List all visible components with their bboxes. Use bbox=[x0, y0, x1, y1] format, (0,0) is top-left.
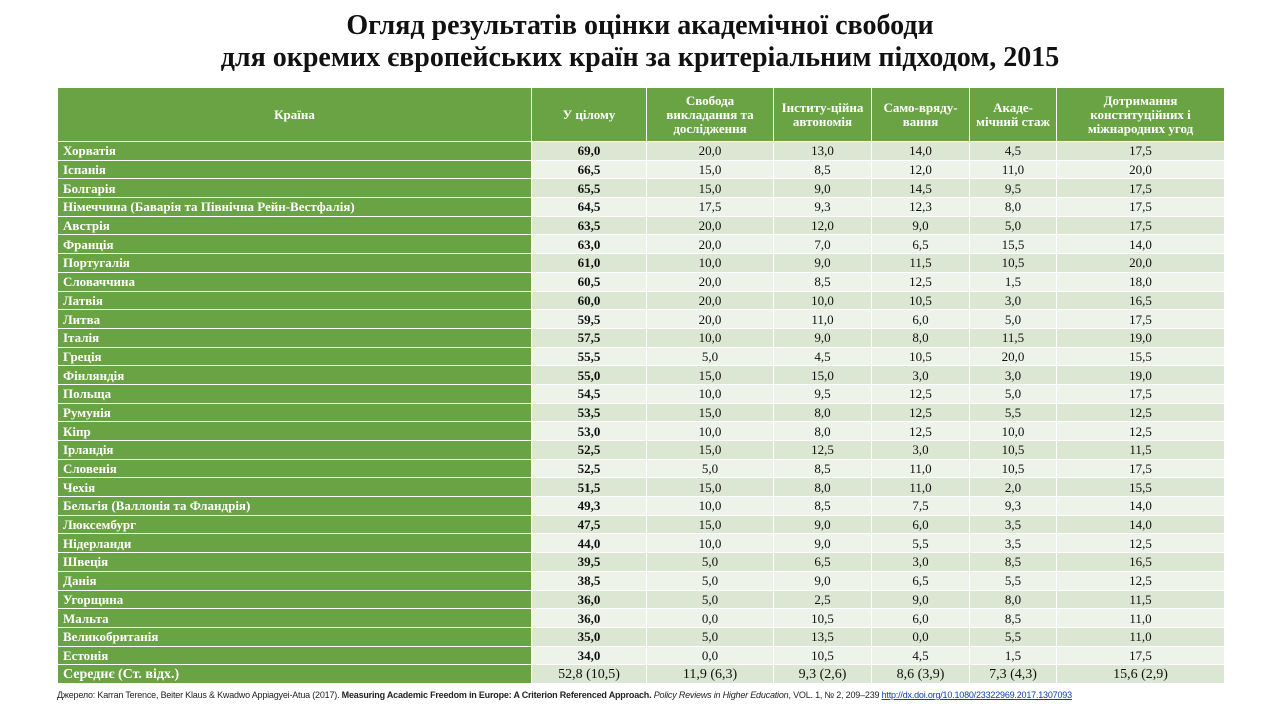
cell-compliance: 19,0 bbox=[1057, 328, 1225, 347]
cell-selfgov: 14,0 bbox=[872, 142, 970, 161]
source-details: , VOL. 1, № 2, 209–239 bbox=[788, 690, 882, 700]
cell-autonomy: 8,0 bbox=[774, 403, 872, 422]
cell-selfgov: 0,0 bbox=[872, 627, 970, 646]
cell-tenure: 11,5 bbox=[970, 328, 1057, 347]
table-row bbox=[58, 609, 1225, 628]
cell-compliance: 17,5 bbox=[1057, 198, 1225, 217]
table-row bbox=[58, 422, 1225, 441]
cell-tenure: 1,5 bbox=[970, 646, 1057, 665]
cell-country: Швеція bbox=[58, 553, 532, 572]
cell-autonomy: 10,5 bbox=[774, 609, 872, 628]
cell-country: Хорватія bbox=[58, 142, 532, 161]
cell-freedom: 0,0 bbox=[647, 646, 774, 665]
cell-autonomy: 8,0 bbox=[774, 478, 872, 497]
cell-overall: 63,5 bbox=[532, 216, 647, 235]
cell-overall: 59,5 bbox=[532, 310, 647, 329]
table-row bbox=[58, 627, 1225, 646]
table-row bbox=[58, 366, 1225, 385]
cell-overall: 64,5 bbox=[532, 198, 647, 217]
cell-selfgov: 10,5 bbox=[872, 291, 970, 310]
table-row bbox=[58, 142, 1225, 161]
cell-compliance: 11,5 bbox=[1057, 590, 1225, 609]
header-autonomy: Інститу-ційна автономія bbox=[774, 88, 872, 142]
cell-selfgov: 6,5 bbox=[872, 235, 970, 254]
cell-freedom: 15,0 bbox=[647, 403, 774, 422]
cell-autonomy: 11,0 bbox=[774, 310, 872, 329]
cell-freedom: 20,0 bbox=[647, 272, 774, 291]
cell-tenure: 9,5 bbox=[970, 179, 1057, 198]
cell-freedom: 10,0 bbox=[647, 497, 774, 516]
table-row bbox=[58, 310, 1225, 329]
cell-overall: 65,5 bbox=[532, 179, 647, 198]
cell-tenure: 4,5 bbox=[970, 142, 1057, 161]
results-table-container bbox=[57, 87, 1224, 684]
cell-overall: 63,0 bbox=[532, 235, 647, 254]
cell-autonomy: 8,5 bbox=[774, 160, 872, 179]
table-row bbox=[58, 497, 1225, 516]
cell-compliance: 17,5 bbox=[1057, 646, 1225, 665]
cell-overall: 44,0 bbox=[532, 534, 647, 553]
source-prefix: Джерело: Karran Terence, Beiter Klaus & Kwadwo Appiagyei-Atua (2017). bbox=[57, 690, 342, 700]
cell-freedom: 15,0 bbox=[647, 160, 774, 179]
cell-country: Болгарія bbox=[58, 179, 532, 198]
cell-compliance: 17,5 bbox=[1057, 216, 1225, 235]
cell-overall: 53,0 bbox=[532, 422, 647, 441]
header-tenure: Акаде-мічний стаж bbox=[970, 88, 1057, 142]
cell-compliance: 11,0 bbox=[1057, 627, 1225, 646]
cell-country: Литва bbox=[58, 310, 532, 329]
cell-overall: 55,0 bbox=[532, 366, 647, 385]
cell-autonomy: 12,0 bbox=[774, 216, 872, 235]
cell-freedom: 20,0 bbox=[647, 291, 774, 310]
cell-selfgov: 12,0 bbox=[872, 160, 970, 179]
cell-selfgov: 5,5 bbox=[872, 534, 970, 553]
cell-compliance: 16,5 bbox=[1057, 553, 1225, 572]
cell-selfgov: 12,5 bbox=[872, 403, 970, 422]
cell-selfgov: 8,0 bbox=[872, 328, 970, 347]
table-row bbox=[58, 646, 1225, 665]
cell-country: Кіпр bbox=[58, 422, 532, 441]
avg-cell-overall: 52,8 (10,5) bbox=[532, 665, 647, 684]
header-country: Країна bbox=[58, 88, 532, 142]
cell-selfgov: 3,0 bbox=[872, 366, 970, 385]
table-row bbox=[58, 347, 1225, 366]
cell-overall: 38,5 bbox=[532, 571, 647, 590]
cell-tenure: 5,0 bbox=[970, 216, 1057, 235]
cell-country: Польща bbox=[58, 384, 532, 403]
header-freedom: Свобода викладання та дослідження bbox=[647, 88, 774, 142]
cell-compliance: 11,0 bbox=[1057, 609, 1225, 628]
cell-freedom: 5,0 bbox=[647, 571, 774, 590]
cell-country: Угорщина bbox=[58, 590, 532, 609]
cell-tenure: 2,0 bbox=[970, 478, 1057, 497]
cell-freedom: 20,0 bbox=[647, 235, 774, 254]
table-row bbox=[58, 590, 1225, 609]
table-row bbox=[58, 441, 1225, 460]
cell-selfgov: 10,5 bbox=[872, 347, 970, 366]
table-row bbox=[58, 384, 1225, 403]
title-line-2: для окремих європейських країн за критеріальним підходом, 2015 bbox=[220, 42, 1060, 73]
cell-overall: 60,0 bbox=[532, 291, 647, 310]
cell-compliance: 17,5 bbox=[1057, 459, 1225, 478]
cell-tenure: 5,5 bbox=[970, 627, 1057, 646]
cell-overall: 69,0 bbox=[532, 142, 647, 161]
cell-tenure: 10,5 bbox=[970, 254, 1057, 273]
cell-selfgov: 6,0 bbox=[872, 609, 970, 628]
cell-tenure: 3,5 bbox=[970, 534, 1057, 553]
cell-country: Чехія bbox=[58, 478, 532, 497]
header-row bbox=[58, 88, 1225, 142]
cell-autonomy: 9,0 bbox=[774, 571, 872, 590]
cell-freedom: 5,0 bbox=[647, 347, 774, 366]
cell-autonomy: 6,5 bbox=[774, 553, 872, 572]
cell-autonomy: 12,5 bbox=[774, 441, 872, 460]
cell-autonomy: 13,5 bbox=[774, 627, 872, 646]
cell-country: Ірландія bbox=[58, 441, 532, 460]
cell-freedom: 5,0 bbox=[647, 553, 774, 572]
cell-overall: 55,5 bbox=[532, 347, 647, 366]
table-row bbox=[58, 571, 1225, 590]
table-row bbox=[58, 198, 1225, 217]
cell-country: Франція bbox=[58, 235, 532, 254]
avg-cell-freedom: 11,9 (6,3) bbox=[647, 665, 774, 684]
table-body bbox=[58, 142, 1225, 684]
cell-freedom: 20,0 bbox=[647, 310, 774, 329]
cell-country: Італія bbox=[58, 328, 532, 347]
cell-compliance: 17,5 bbox=[1057, 142, 1225, 161]
cell-freedom: 15,0 bbox=[647, 441, 774, 460]
cell-country: Мальта bbox=[58, 609, 532, 628]
cell-overall: 61,0 bbox=[532, 254, 647, 273]
cell-tenure: 5,5 bbox=[970, 571, 1057, 590]
cell-compliance: 15,5 bbox=[1057, 478, 1225, 497]
cell-compliance: 17,5 bbox=[1057, 179, 1225, 198]
cell-compliance: 17,5 bbox=[1057, 384, 1225, 403]
cell-compliance: 14,0 bbox=[1057, 497, 1225, 516]
cell-overall: 34,0 bbox=[532, 646, 647, 665]
page-title bbox=[0, 10, 1280, 74]
cell-selfgov: 12,5 bbox=[872, 422, 970, 441]
table-row bbox=[58, 459, 1225, 478]
cell-country: Фінляндія bbox=[58, 366, 532, 385]
cell-freedom: 5,0 bbox=[647, 590, 774, 609]
cell-compliance: 12,5 bbox=[1057, 422, 1225, 441]
cell-autonomy: 4,5 bbox=[774, 347, 872, 366]
cell-country: Румунія bbox=[58, 403, 532, 422]
table-row bbox=[58, 254, 1225, 273]
cell-compliance: 12,5 bbox=[1057, 534, 1225, 553]
table-row bbox=[58, 515, 1225, 534]
cell-overall: 57,5 bbox=[532, 328, 647, 347]
cell-compliance: 12,5 bbox=[1057, 571, 1225, 590]
cell-selfgov: 9,0 bbox=[872, 590, 970, 609]
cell-compliance: 18,0 bbox=[1057, 272, 1225, 291]
table-row bbox=[58, 272, 1225, 291]
cell-autonomy: 8,0 bbox=[774, 422, 872, 441]
cell-overall: 36,0 bbox=[532, 590, 647, 609]
cell-freedom: 10,0 bbox=[647, 422, 774, 441]
cell-freedom: 15,0 bbox=[647, 366, 774, 385]
cell-autonomy: 9,5 bbox=[774, 384, 872, 403]
table-row bbox=[58, 179, 1225, 198]
cell-compliance: 15,5 bbox=[1057, 347, 1225, 366]
cell-overall: 66,5 bbox=[532, 160, 647, 179]
cell-country: Словаччина bbox=[58, 272, 532, 291]
source-journal: Policy Reviews in Higher Education bbox=[651, 690, 789, 700]
table-row bbox=[58, 291, 1225, 310]
source-link[interactable]: http://dx.doi.org/10.1080/23322969.2017.1307093 bbox=[881, 690, 1072, 700]
cell-tenure: 3,0 bbox=[970, 291, 1057, 310]
table-row bbox=[58, 160, 1225, 179]
cell-country: Бельгія (Валлонія та Фландрія) bbox=[58, 497, 532, 516]
cell-compliance: 17,5 bbox=[1057, 310, 1225, 329]
cell-compliance: 20,0 bbox=[1057, 160, 1225, 179]
cell-autonomy: 9,0 bbox=[774, 179, 872, 198]
cell-selfgov: 12,5 bbox=[872, 272, 970, 291]
cell-country: Німеччина (Баварія та Північна Рейн-Вестфалія) bbox=[58, 198, 532, 217]
header-overall: У цілому bbox=[532, 88, 647, 142]
cell-selfgov: 6,0 bbox=[872, 515, 970, 534]
cell-autonomy: 9,3 bbox=[774, 198, 872, 217]
cell-country: Люксембург bbox=[58, 515, 532, 534]
cell-tenure: 1,5 bbox=[970, 272, 1057, 291]
cell-selfgov: 12,5 bbox=[872, 384, 970, 403]
cell-autonomy: 9,0 bbox=[774, 515, 872, 534]
cell-country: Данія bbox=[58, 571, 532, 590]
cell-tenure: 8,5 bbox=[970, 553, 1057, 572]
cell-freedom: 5,0 bbox=[647, 459, 774, 478]
cell-compliance: 11,5 bbox=[1057, 441, 1225, 460]
cell-selfgov: 14,5 bbox=[872, 179, 970, 198]
table-row bbox=[58, 403, 1225, 422]
cell-overall: 54,5 bbox=[532, 384, 647, 403]
cell-overall: 39,5 bbox=[532, 553, 647, 572]
cell-tenure: 9,3 bbox=[970, 497, 1057, 516]
cell-selfgov: 6,0 bbox=[872, 310, 970, 329]
cell-tenure: 8,5 bbox=[970, 609, 1057, 628]
cell-tenure: 10,5 bbox=[970, 459, 1057, 478]
avg-cell-selfgov: 8,6 (3,9) bbox=[872, 665, 970, 684]
cell-overall: 52,5 bbox=[532, 459, 647, 478]
cell-tenure: 5,0 bbox=[970, 310, 1057, 329]
cell-freedom: 17,5 bbox=[647, 198, 774, 217]
cell-overall: 47,5 bbox=[532, 515, 647, 534]
cell-tenure: 8,0 bbox=[970, 590, 1057, 609]
cell-autonomy: 13,0 bbox=[774, 142, 872, 161]
cell-freedom: 10,0 bbox=[647, 328, 774, 347]
cell-country: Латвія bbox=[58, 291, 532, 310]
cell-freedom: 15,0 bbox=[647, 515, 774, 534]
cell-freedom: 15,0 bbox=[647, 478, 774, 497]
table-row bbox=[58, 478, 1225, 497]
cell-selfgov: 11,0 bbox=[872, 459, 970, 478]
source-article: Measuring Academic Freedom in Europe: A Criterion Referenced Approach. bbox=[341, 690, 652, 700]
cell-overall: 49,3 bbox=[532, 497, 647, 516]
cell-tenure: 5,0 bbox=[970, 384, 1057, 403]
table-row bbox=[58, 534, 1225, 553]
cell-autonomy: 8,5 bbox=[774, 459, 872, 478]
source-note bbox=[57, 690, 1257, 700]
cell-compliance: 19,0 bbox=[1057, 366, 1225, 385]
table-row bbox=[58, 235, 1225, 254]
header-compliance: Дотримання конституційних і міжнародних угод bbox=[1057, 88, 1225, 142]
cell-overall: 36,0 bbox=[532, 609, 647, 628]
cell-freedom: 10,0 bbox=[647, 254, 774, 273]
cell-country: Нідерланди bbox=[58, 534, 532, 553]
cell-selfgov: 3,0 bbox=[872, 441, 970, 460]
cell-autonomy: 9,0 bbox=[774, 534, 872, 553]
cell-country: Великобританія bbox=[58, 627, 532, 646]
cell-tenure: 8,0 bbox=[970, 198, 1057, 217]
cell-selfgov: 9,0 bbox=[872, 216, 970, 235]
cell-tenure: 5,5 bbox=[970, 403, 1057, 422]
title-line-1: Огляд результатів оцінки академічної свободи bbox=[346, 10, 934, 41]
cell-compliance: 14,0 bbox=[1057, 515, 1225, 534]
cell-compliance: 16,5 bbox=[1057, 291, 1225, 310]
cell-country: Австрія bbox=[58, 216, 532, 235]
average-row bbox=[58, 665, 1225, 684]
cell-selfgov: 11,5 bbox=[872, 254, 970, 273]
cell-selfgov: 11,0 bbox=[872, 478, 970, 497]
cell-compliance: 14,0 bbox=[1057, 235, 1225, 254]
cell-overall: 51,5 bbox=[532, 478, 647, 497]
cell-overall: 53,5 bbox=[532, 403, 647, 422]
cell-overall: 35,0 bbox=[532, 627, 647, 646]
cell-autonomy: 9,0 bbox=[774, 328, 872, 347]
table-row bbox=[58, 216, 1225, 235]
cell-selfgov: 7,5 bbox=[872, 497, 970, 516]
table-row bbox=[58, 553, 1225, 572]
cell-autonomy: 7,0 bbox=[774, 235, 872, 254]
cell-autonomy: 8,5 bbox=[774, 497, 872, 516]
cell-compliance: 12,5 bbox=[1057, 403, 1225, 422]
cell-autonomy: 9,0 bbox=[774, 254, 872, 273]
cell-freedom: 20,0 bbox=[647, 216, 774, 235]
cell-selfgov: 12,3 bbox=[872, 198, 970, 217]
cell-freedom: 0,0 bbox=[647, 609, 774, 628]
avg-cell-autonomy: 9,3 (2,6) bbox=[774, 665, 872, 684]
cell-tenure: 15,5 bbox=[970, 235, 1057, 254]
avg-cell-country: Середнє (Ст. відх.) bbox=[58, 665, 532, 684]
cell-country: Словенія bbox=[58, 459, 532, 478]
cell-autonomy: 10,5 bbox=[774, 646, 872, 665]
cell-selfgov: 3,0 bbox=[872, 553, 970, 572]
cell-selfgov: 4,5 bbox=[872, 646, 970, 665]
cell-autonomy: 10,0 bbox=[774, 291, 872, 310]
cell-tenure: 3,5 bbox=[970, 515, 1057, 534]
table-row bbox=[58, 328, 1225, 347]
cell-tenure: 10,5 bbox=[970, 441, 1057, 460]
cell-freedom: 5,0 bbox=[647, 627, 774, 646]
cell-freedom: 10,0 bbox=[647, 384, 774, 403]
cell-country: Естонія bbox=[58, 646, 532, 665]
cell-tenure: 3,0 bbox=[970, 366, 1057, 385]
cell-tenure: 11,0 bbox=[970, 160, 1057, 179]
cell-country: Португалія bbox=[58, 254, 532, 273]
cell-tenure: 10,0 bbox=[970, 422, 1057, 441]
cell-autonomy: 15,0 bbox=[774, 366, 872, 385]
cell-freedom: 10,0 bbox=[647, 534, 774, 553]
cell-tenure: 20,0 bbox=[970, 347, 1057, 366]
cell-freedom: 15,0 bbox=[647, 179, 774, 198]
cell-autonomy: 8,5 bbox=[774, 272, 872, 291]
cell-freedom: 20,0 bbox=[647, 142, 774, 161]
cell-autonomy: 2,5 bbox=[774, 590, 872, 609]
cell-overall: 60,5 bbox=[532, 272, 647, 291]
cell-selfgov: 6,5 bbox=[872, 571, 970, 590]
avg-cell-compliance: 15,6 (2,9) bbox=[1057, 665, 1225, 684]
cell-overall: 52,5 bbox=[532, 441, 647, 460]
avg-cell-tenure: 7,3 (4,3) bbox=[970, 665, 1057, 684]
header-selfgov: Само-вряду-вання bbox=[872, 88, 970, 142]
cell-country: Іспанія bbox=[58, 160, 532, 179]
cell-compliance: 20,0 bbox=[1057, 254, 1225, 273]
cell-country: Греція bbox=[58, 347, 532, 366]
results-table bbox=[57, 87, 1225, 684]
